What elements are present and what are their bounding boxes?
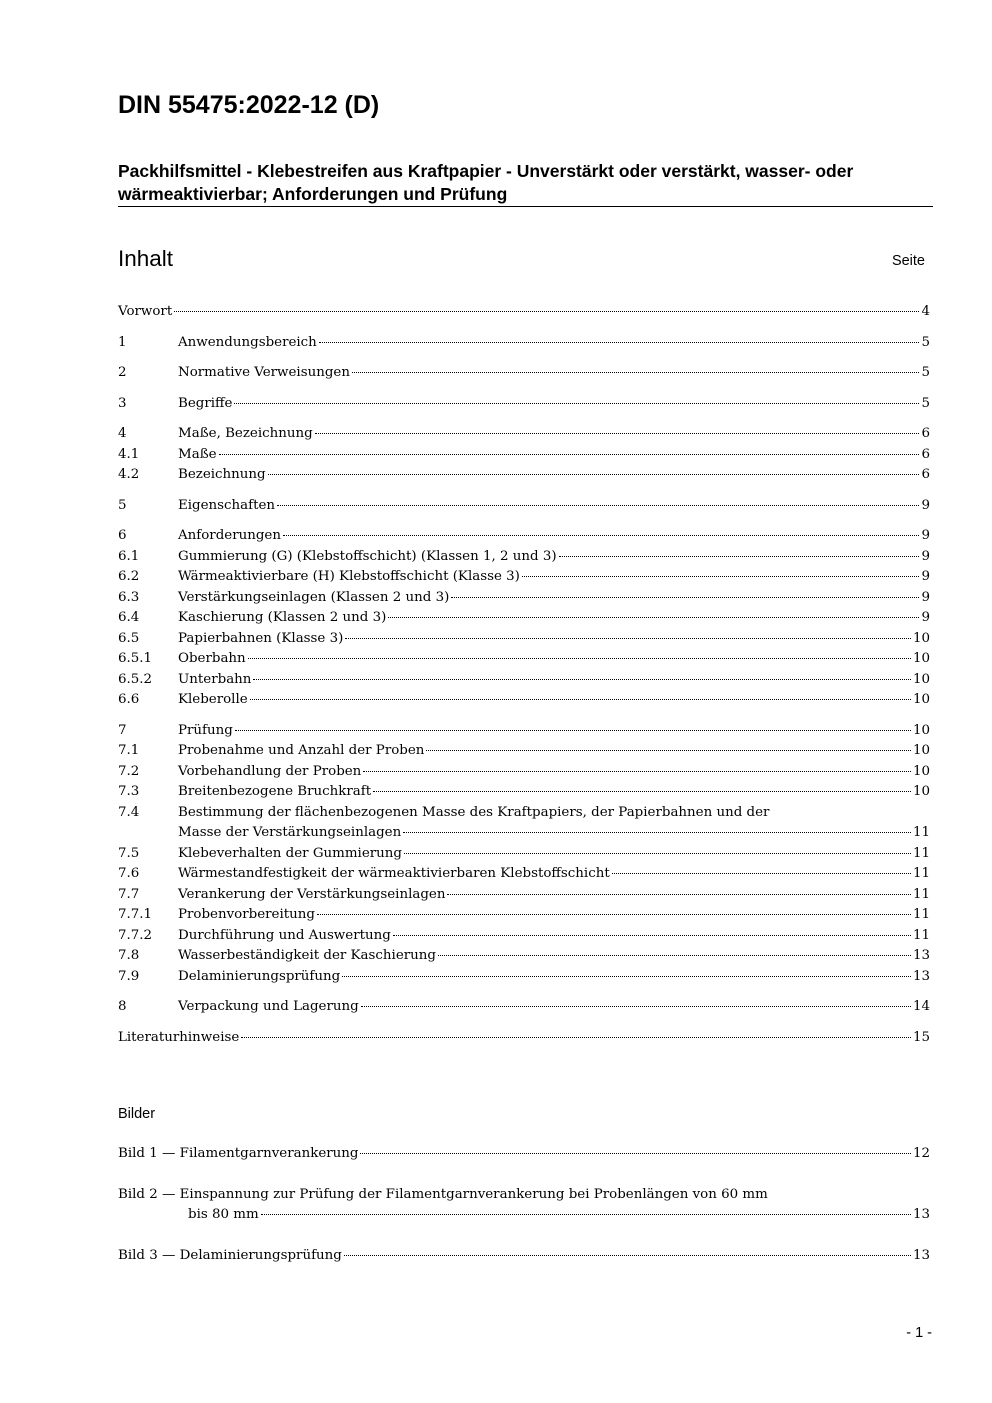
- toc-entry-7-7-2[interactable]: [118, 926, 930, 947]
- toc-entry-page: 9: [921, 548, 930, 564]
- toc-entry-title: Anwendungsbereich: [178, 334, 317, 350]
- toc-entry-title: Klebeverhalten der Gummierung: [178, 845, 402, 861]
- toc-entry-page: 10: [912, 630, 930, 646]
- toc-entry-title: Kleberolle: [178, 692, 248, 707]
- toc-entry-page: 10: [912, 784, 930, 799]
- dot-leader: [438, 955, 911, 956]
- dot-leader: [373, 791, 911, 792]
- toc-entry-title: Eigenschaften: [178, 497, 276, 513]
- page-column-label: Seite: [891, 253, 925, 269]
- toc-entry-number: 7.7.2: [118, 927, 153, 943]
- toc-entry-7-7-1[interactable]: [118, 905, 930, 926]
- dot-leader: [317, 914, 911, 915]
- figure-entry-title: bis 80 mm: [188, 1207, 259, 1222]
- dot-leader: [253, 679, 911, 680]
- dot-leader: [261, 1214, 911, 1215]
- toc-entry-number: 6: [118, 528, 127, 543]
- toc-entry-title: Verankerung der Verstärkungseinlagen: [178, 886, 446, 902]
- toc-entry-title: Verpackung und Lagerung: [178, 999, 359, 1014]
- dot-leader: [342, 976, 911, 977]
- toc-entry-page: 11: [912, 825, 930, 840]
- figure-entry-1[interactable]: [118, 1144, 930, 1165]
- toc-entry-page: 5: [921, 365, 930, 380]
- dot-leader: [248, 658, 911, 659]
- toc-entry-title: Literaturhinweise: [118, 1029, 240, 1045]
- toc-entry-number: 7.1: [118, 743, 140, 758]
- toc-entry-page: 10: [912, 671, 930, 687]
- toc-entry-number: 7.7: [118, 886, 140, 902]
- toc-entry-number: 7.8: [118, 948, 140, 963]
- figure-entry-title-line1: Bild 2 — Einspannung zur Prüfung der Filamentgarnverankerung bei Probenlängen von 60 mm: [118, 1186, 768, 1202]
- toc-entry-6-5[interactable]: [118, 629, 930, 650]
- toc-entry-6-6[interactable]: [118, 690, 930, 711]
- toc-entry-4[interactable]: [118, 424, 930, 445]
- toc-entry-6-5-1[interactable]: [118, 649, 930, 670]
- toc-entry-7[interactable]: [118, 721, 930, 742]
- toc-entry-number: 5: [118, 497, 127, 513]
- toc-entry-title: Unterbahn: [178, 671, 252, 687]
- toc-entry-title: Durchführung und Auswertung: [178, 927, 391, 943]
- toc-entry-number: 3: [118, 395, 127, 411]
- toc-entry-title: Probenahme und Anzahl der Proben: [178, 743, 425, 758]
- dot-leader: [234, 403, 919, 404]
- toc-entry-number: 7.9: [118, 968, 140, 984]
- toc-entry-6[interactable]: [118, 526, 930, 547]
- toc-entry-page: 10: [912, 692, 930, 707]
- toc-entry-title: Begriffe: [178, 395, 233, 411]
- toc-entry-page: 5: [921, 334, 930, 350]
- dot-leader: [612, 873, 911, 874]
- toc-entry-page: 11: [912, 907, 930, 922]
- figure-entry-2[interactable]: [118, 1185, 930, 1226]
- toc-entry-7-7[interactable]: [118, 885, 930, 906]
- figure-entry-title: Bild 1 — Filamentgarnverankerung: [118, 1146, 359, 1161]
- figure-entry-3[interactable]: [118, 1246, 930, 1267]
- toc-entry-title-line1: Bestimmung der flächenbezogenen Masse des Kraftpapiers, der Papierbahnen und der: [178, 804, 770, 820]
- toc-entry-6-2[interactable]: [118, 567, 930, 588]
- dot-leader: [522, 576, 920, 577]
- page-number: - 1 -: [906, 1325, 932, 1341]
- toc-entry-number: 7.4: [118, 804, 140, 820]
- toc-entry-page: 9: [921, 610, 930, 625]
- dot-leader: [219, 454, 920, 455]
- toc-entry-page: 10: [912, 722, 930, 738]
- toc-entry-number: 6.5.1: [118, 651, 153, 666]
- dot-leader: [388, 617, 919, 618]
- toc-entry-number: 6.6: [118, 692, 140, 707]
- toc-entry-6-4[interactable]: [118, 608, 930, 629]
- toc-heading: Inhalt: [118, 246, 174, 271]
- toc-entry-title: Anforderungen: [178, 528, 281, 543]
- dot-leader: [360, 1153, 910, 1154]
- toc-entry-7-8[interactable]: [118, 946, 930, 967]
- toc-entry-7-4[interactable]: [118, 803, 930, 844]
- toc-entry-title: Wärmestandfestigkeit der wärmeaktivierbaren Klebstoffschicht: [178, 866, 610, 881]
- dot-leader: [447, 894, 910, 895]
- toc-entry-title: Gummierung (G) (Klebstoffschicht) (Klassen 1, 2 und 3): [178, 548, 557, 564]
- toc-entry-5[interactable]: [118, 496, 930, 517]
- toc-entry-title: Verstärkungseinlagen (Klassen 2 und 3): [178, 589, 450, 605]
- toc-entry-page: 6: [921, 426, 930, 441]
- dot-leader: [235, 730, 911, 731]
- dot-leader: [174, 311, 919, 312]
- toc-entry-page: 11: [912, 927, 930, 943]
- figure-entry-page: 13: [912, 1247, 930, 1263]
- toc-entry-7-5[interactable]: [118, 844, 930, 865]
- toc-entry-title: Oberbahn: [178, 651, 246, 666]
- toc-entry-number: 6.5: [118, 630, 140, 646]
- toc-entry-2[interactable]: [118, 363, 930, 384]
- figures-heading: Bilder: [118, 1106, 156, 1122]
- toc-entry-number: 1: [118, 334, 127, 350]
- figure-entry-page: 12: [912, 1146, 930, 1161]
- toc-entry-page: 6: [921, 467, 930, 482]
- table-of-contents: [118, 302, 930, 1048]
- toc-entry-title: Papierbahnen (Klasse 3): [178, 630, 344, 646]
- toc-entry-title: Vorwort: [118, 304, 173, 319]
- toc-entry-number: 6.1: [118, 548, 140, 564]
- toc-entry-number: 7.3: [118, 784, 140, 799]
- toc-entry-title: Maße: [178, 446, 217, 462]
- toc-entry-7-1[interactable]: [118, 741, 930, 762]
- dot-leader: [345, 638, 911, 639]
- document-title: DIN 55475:2022-12 (D): [118, 91, 380, 119]
- dot-leader: [393, 935, 911, 936]
- toc-entry-number: 8: [118, 999, 127, 1014]
- toc-entry-4-1[interactable]: [118, 445, 930, 466]
- toc-entry-vorwort[interactable]: [118, 302, 930, 323]
- toc-entry-title: Wasserbeständigkeit der Kaschierung: [178, 948, 436, 963]
- toc-entry-title: Probenvorbereitung: [178, 907, 315, 922]
- toc-entry-title: Delaminierungsprüfung: [178, 968, 341, 984]
- toc-entry-page: 13: [912, 968, 930, 984]
- dot-leader: [315, 433, 920, 434]
- figure-entry-title: Bild 3 — Delaminierungsprüfung: [118, 1247, 342, 1263]
- toc-entry-6-5-2[interactable]: [118, 670, 930, 691]
- toc-entry-page: 9: [921, 497, 930, 513]
- dot-leader: [363, 771, 911, 772]
- toc-entry-number: 2: [118, 365, 127, 380]
- toc-entry-title: Maße, Bezeichnung: [178, 426, 313, 441]
- toc-entry-number: 6.2: [118, 569, 140, 584]
- toc-entry-number: 6.3: [118, 589, 140, 605]
- dot-leader: [344, 1255, 911, 1256]
- toc-entry-page: 9: [921, 528, 930, 543]
- toc-entry-7-3[interactable]: [118, 782, 930, 803]
- toc-entry-title: Wärmeaktivierbare (H) Klebstoffschicht (Klasse 3): [178, 569, 520, 584]
- toc-entry-number: 6.5.2: [118, 671, 153, 687]
- toc-entry-7-6[interactable]: [118, 864, 930, 885]
- toc-entry-number: 4: [118, 426, 127, 441]
- toc-entry-number: 6.4: [118, 610, 140, 625]
- toc-entry-title: Bezeichnung: [178, 467, 266, 482]
- list-of-figures: [118, 1144, 930, 1286]
- toc-entry-page: 11: [912, 886, 930, 902]
- dot-leader: [250, 699, 911, 700]
- toc-entry-3[interactable]: [118, 394, 930, 415]
- toc-entry-number: 7: [118, 722, 127, 738]
- toc-entry-title: Normative Verweisungen: [178, 365, 350, 380]
- toc-entry-page: 6: [921, 446, 930, 462]
- toc-entry-number: 4.2: [118, 467, 140, 482]
- toc-entry-title: Vorbehandlung der Proben: [178, 763, 362, 779]
- toc-entry-page: 9: [921, 589, 930, 605]
- toc-entry-title: Kaschierung (Klassen 2 und 3): [178, 610, 387, 625]
- toc-entry-title: Breitenbezogene Bruchkraft: [178, 784, 372, 799]
- dot-leader: [361, 1006, 911, 1007]
- toc-entry-1[interactable]: [118, 333, 930, 354]
- toc-entry-number: 4.1: [118, 446, 140, 462]
- dot-leader: [451, 597, 919, 598]
- toc-entry-page: 10: [912, 743, 930, 758]
- toc-entry-number: 7.5: [118, 845, 140, 861]
- toc-entry-page: 13: [912, 948, 930, 963]
- toc-entry-number: 7.6: [118, 866, 140, 881]
- dot-leader: [403, 832, 911, 833]
- toc-entry-page: 4: [921, 304, 930, 319]
- dot-leader: [559, 556, 920, 557]
- toc-entry-title: Masse der Verstärkungseinlagen: [178, 825, 402, 840]
- dot-leader: [277, 505, 919, 506]
- dot-leader: [268, 474, 920, 475]
- dot-leader: [283, 535, 919, 536]
- toc-entry-number: 7.2: [118, 763, 140, 779]
- toc-entry-page: 10: [912, 763, 930, 779]
- toc-entry-page: 11: [912, 866, 930, 881]
- toc-entry-page: 15: [912, 1029, 930, 1045]
- toc-entry-literaturhinweise[interactable]: [118, 1028, 930, 1049]
- toc-entry-page: 9: [921, 569, 930, 584]
- dot-leader: [404, 853, 911, 854]
- toc-entry-6-3[interactable]: [118, 588, 930, 609]
- toc-entry-7-2[interactable]: [118, 762, 930, 783]
- toc-entry-6-1[interactable]: [118, 547, 930, 568]
- toc-entry-4-2[interactable]: [118, 465, 930, 486]
- toc-entry-page: 5: [921, 395, 930, 411]
- toc-entry-page: 14: [912, 999, 930, 1014]
- toc-entry-8[interactable]: [118, 997, 930, 1018]
- dot-leader: [319, 342, 920, 343]
- dot-leader: [352, 372, 920, 373]
- toc-entry-page: 10: [912, 651, 930, 666]
- document-subtitle: Packhilfsmittel - Klebestreifen aus Kraftpapier - Unverstärkt oder verstärkt, wasser- oder wärmeaktivierbar; Anforderungen und Prüfung: [118, 160, 933, 207]
- toc-entry-number: 7.7.1: [118, 907, 153, 922]
- toc-entry-7-9[interactable]: [118, 967, 930, 988]
- figure-entry-page: 13: [912, 1207, 930, 1222]
- toc-entry-page: 11: [912, 845, 930, 861]
- toc-entry-title: Prüfung: [178, 722, 233, 738]
- dot-leader: [426, 750, 911, 751]
- dot-leader: [241, 1037, 911, 1038]
